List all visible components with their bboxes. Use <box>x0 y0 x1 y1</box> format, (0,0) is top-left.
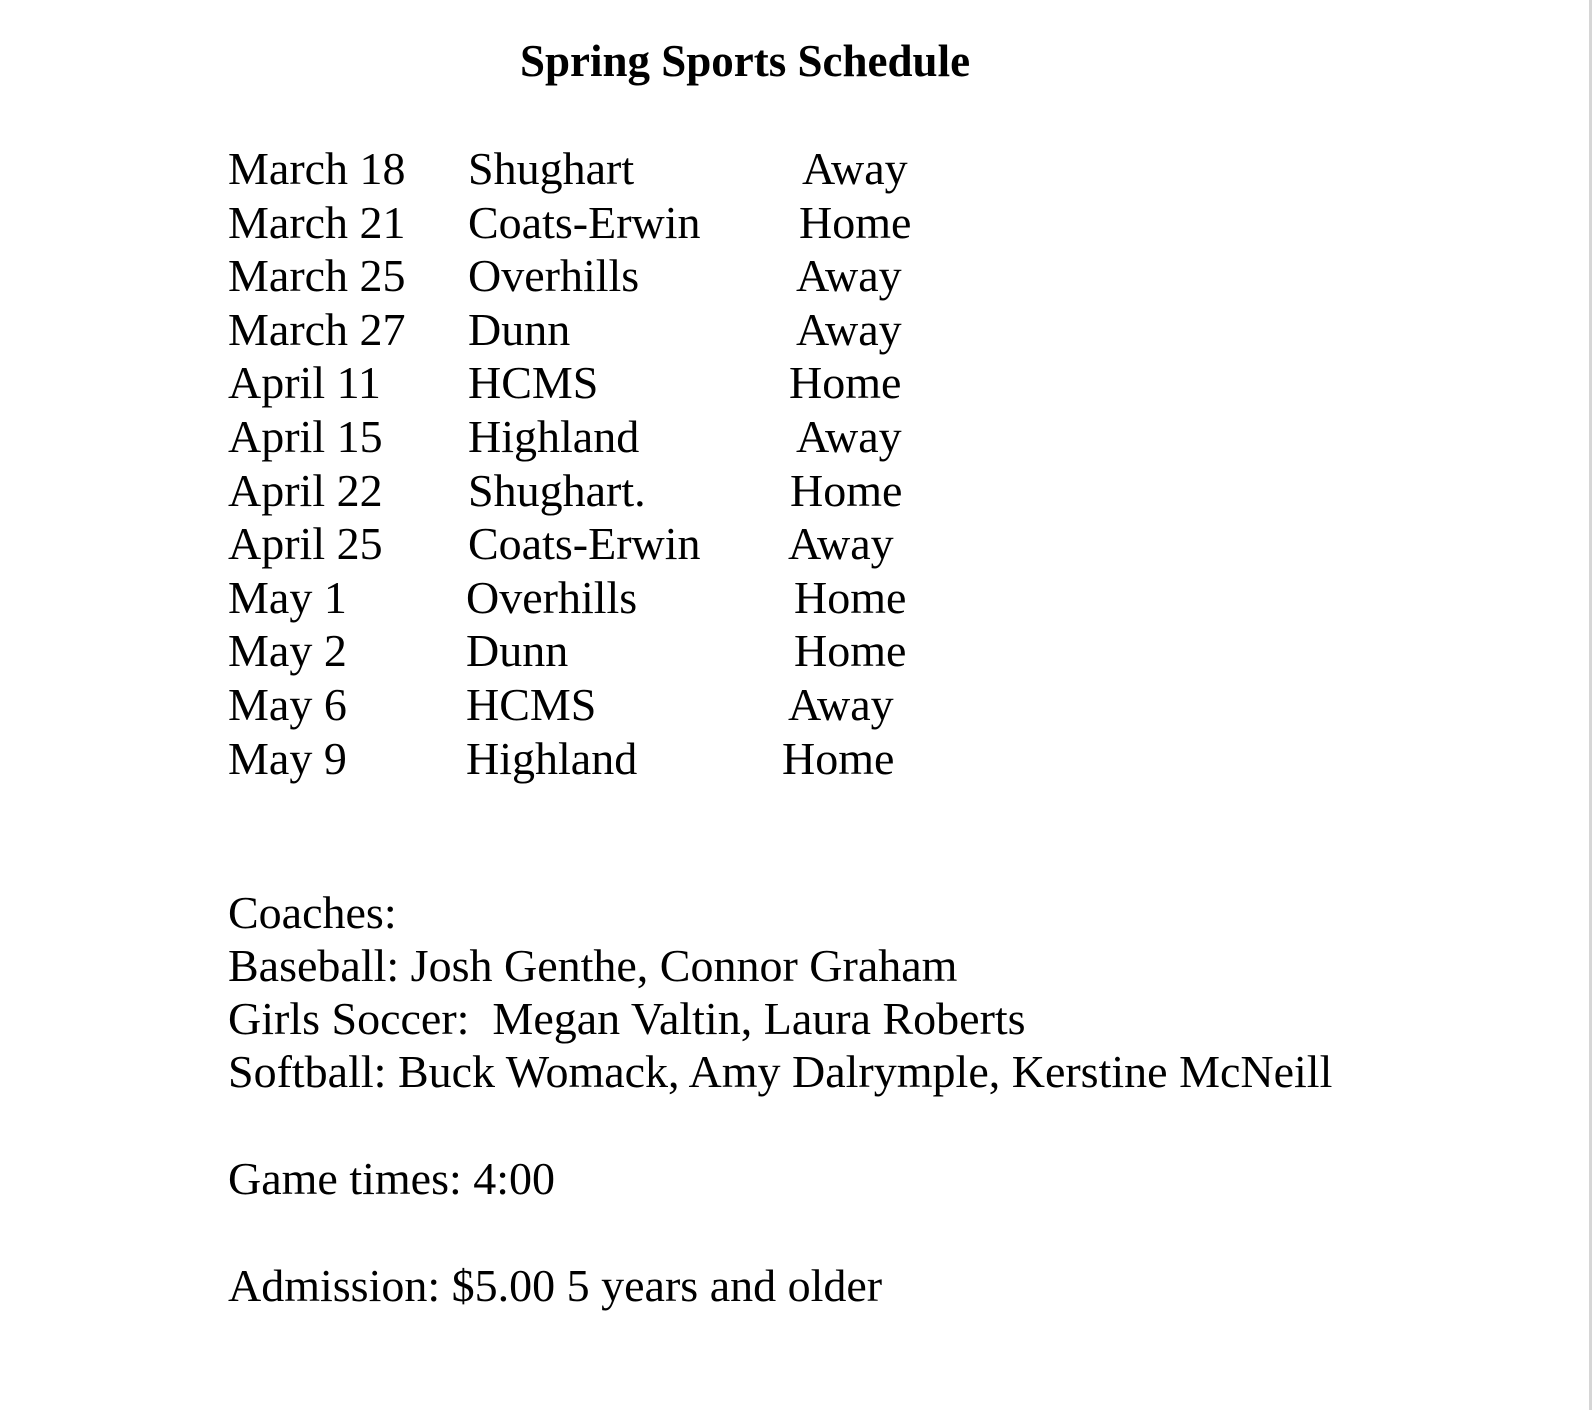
info-section <box>228 886 1332 1312</box>
schedule-table <box>228 142 988 785</box>
schedule-opponent: HCMS <box>466 678 597 730</box>
schedule-row <box>228 142 988 196</box>
schedule-opponent: Coats-Erwin <box>468 196 701 248</box>
schedule-row <box>228 196 988 250</box>
spacer <box>228 1098 1332 1152</box>
schedule-row <box>228 303 988 357</box>
game-times: Game times: 4:00 <box>228 1153 556 1204</box>
schedule-date: March 21 <box>228 196 406 248</box>
schedule-location: Away <box>788 678 894 730</box>
schedule-row <box>228 624 988 678</box>
admission: Admission: $5.00 5 years and older <box>228 1260 883 1311</box>
schedule-date: April 11 <box>228 357 381 409</box>
schedule-date: April 22 <box>228 464 383 516</box>
schedule-location: Away <box>796 303 902 355</box>
page-title: Spring Sports Schedule <box>519 36 971 86</box>
schedule-row <box>228 464 988 518</box>
schedule-opponent: Shughart. <box>468 464 646 516</box>
schedule-row <box>228 410 988 464</box>
coaches-girls-soccer: Girls Soccer: Megan Valtin, Laura Roberts <box>228 993 1026 1044</box>
schedule-location: Home <box>799 196 912 248</box>
schedule-location: Away <box>802 143 908 194</box>
schedule-opponent: HCMS <box>468 357 599 409</box>
schedule-row <box>228 571 988 625</box>
schedule-row <box>228 517 988 571</box>
schedule-location: Home <box>790 464 903 516</box>
schedule-opponent: Shughart <box>468 143 635 194</box>
schedule-location: Away <box>788 518 894 570</box>
schedule-date: April 25 <box>228 518 383 570</box>
schedule-date: March 25 <box>228 250 406 302</box>
schedule-location: Home <box>782 732 895 784</box>
schedule-location: Home <box>789 357 902 409</box>
schedule-location: Home <box>794 625 907 677</box>
schedule-row <box>228 732 988 786</box>
schedule-date: May 9 <box>228 732 347 784</box>
schedule-opponent: Highland <box>468 410 640 462</box>
schedule-row <box>228 249 988 303</box>
schedule-opponent: Coats-Erwin <box>468 518 701 570</box>
schedule-location: Away <box>796 410 902 462</box>
schedule-date: March 27 <box>228 303 406 355</box>
schedule-date: March 18 <box>228 143 406 194</box>
schedule-opponent: Overhills <box>466 571 638 623</box>
schedule-date: April 15 <box>228 410 383 462</box>
coaches-heading: Coaches: <box>228 887 397 938</box>
schedule-date: May 6 <box>228 678 347 730</box>
schedule-opponent: Dunn <box>468 303 571 355</box>
schedule-row <box>228 678 988 732</box>
schedule-date: May 1 <box>228 571 347 623</box>
schedule-opponent: Highland <box>466 732 638 784</box>
schedule-location: Home <box>794 571 907 623</box>
schedule-location: Away <box>796 250 902 302</box>
schedule-opponent: Overhills <box>468 250 640 302</box>
spacer <box>228 1205 1332 1259</box>
coaches-baseball: Baseball: Josh Genthe, Connor Graham <box>228 940 958 991</box>
coaches-softball: Softball: Buck Womack, Amy Dalrymple, Kerstine McNeill <box>228 1046 1333 1097</box>
schedule-row <box>228 356 988 410</box>
schedule-date: May 2 <box>228 625 347 677</box>
schedule-opponent: Dunn <box>466 625 569 677</box>
